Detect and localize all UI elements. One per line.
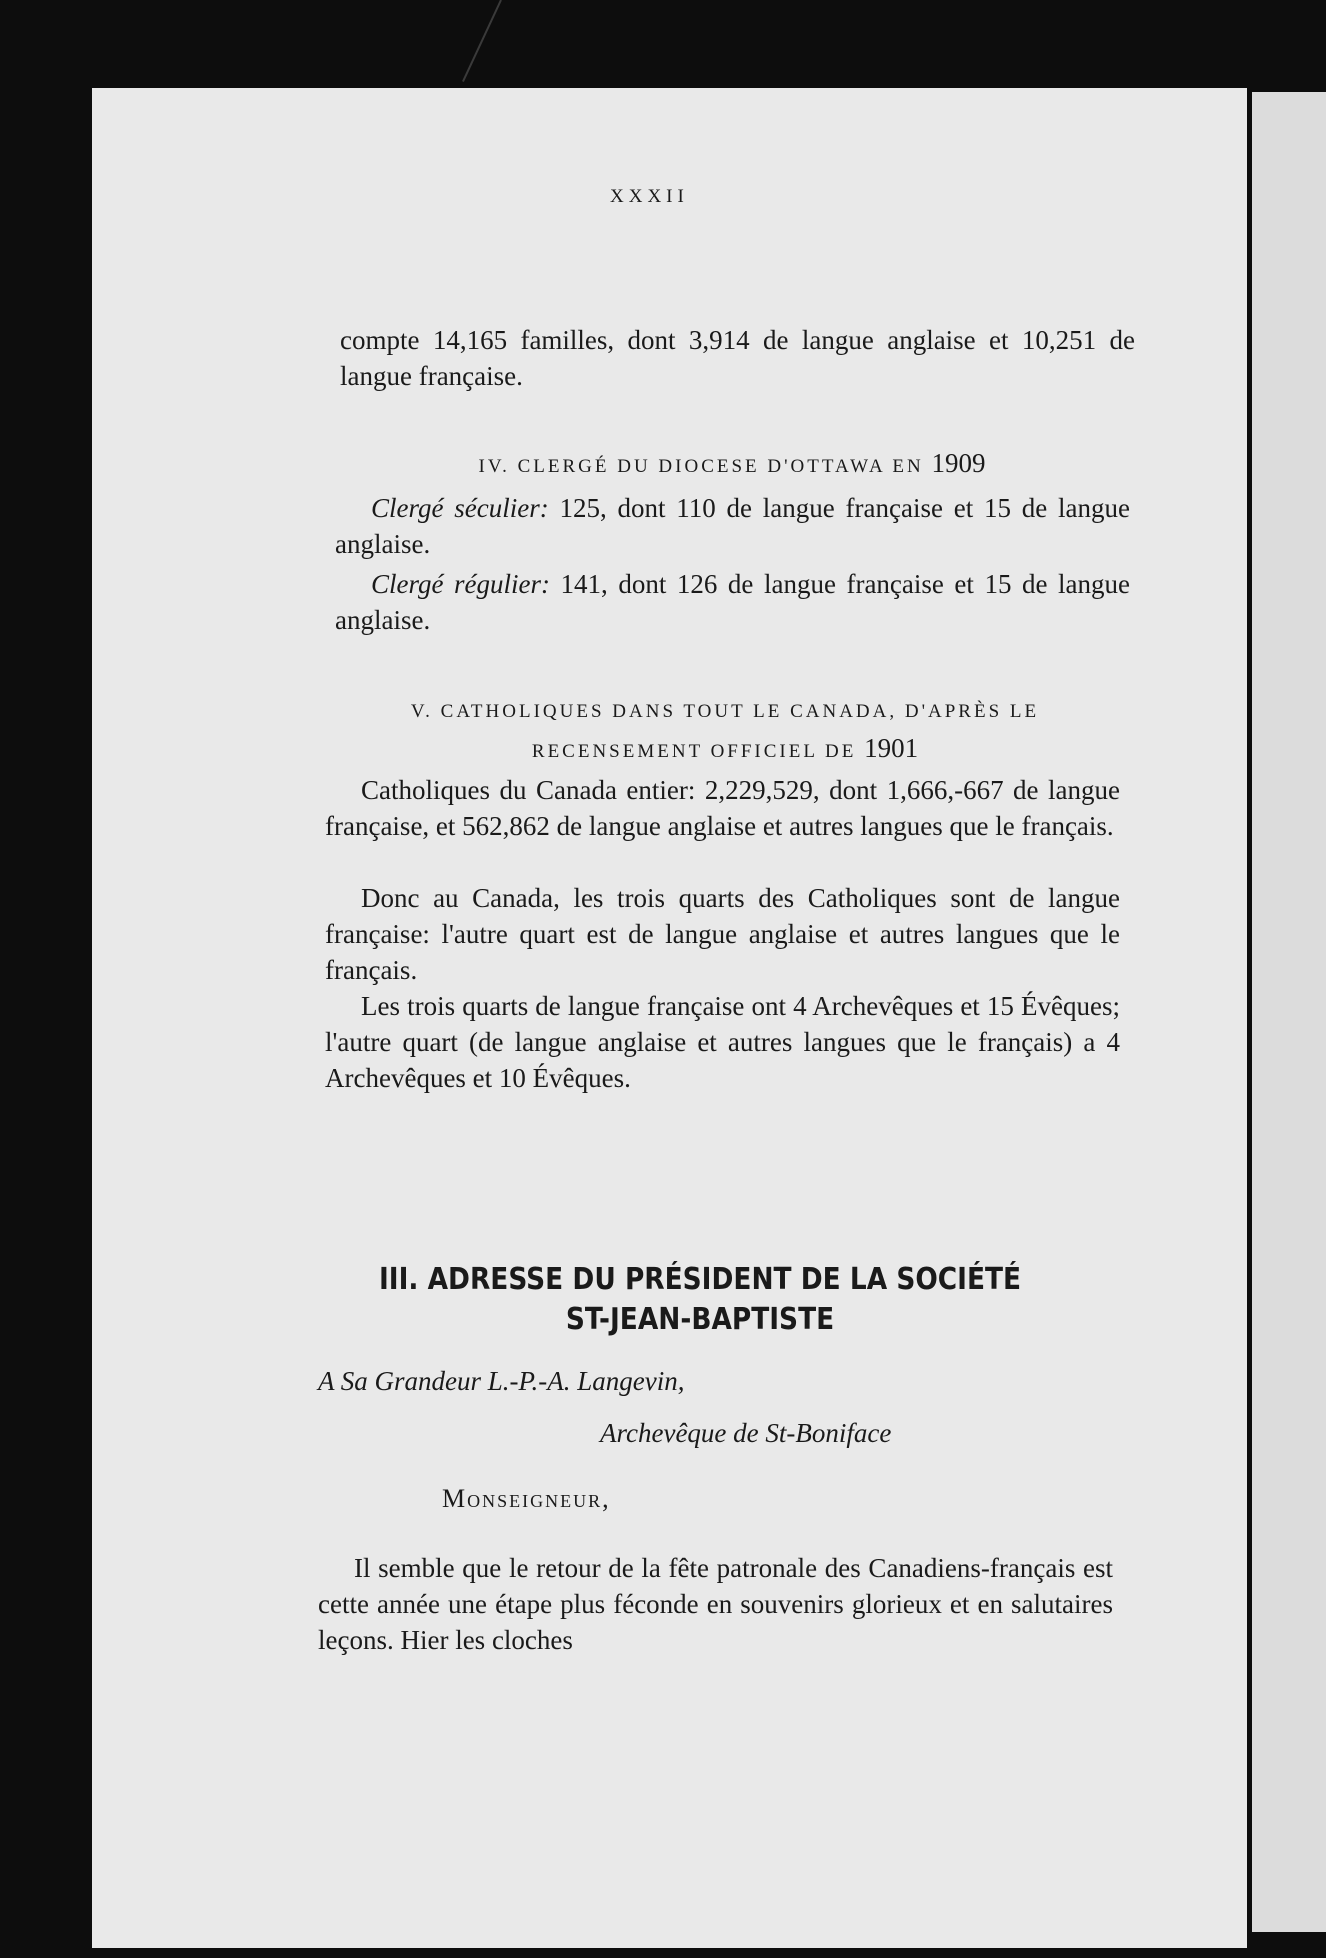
secular-clergy-text: 125, dont 110 de langue française et 15 de langue anglaise. [335,493,1130,559]
addressee-title: Archevêque de St-Boniface [600,1418,892,1448]
regular-clergy-text: 141, dont 126 de langue française et 15 de langue anglaise. [335,569,1130,635]
regular-clergy-paragraph [335,566,1130,638]
section-iv-heading-text: IV. CLERGÉ DU DIOCESE D'OTTAWA EN [478,456,924,477]
address-body-paragraph: Il semble que le retour de la fête patronale des Canadiens-français est cette année une étape plus féconde en souvenirs glorieux et en salutaires leçons. Hier les cloches [318,1553,1113,1655]
intro-paragraph: compte 14,165 familles, dont 3,914 de langue anglaise et 10,251 de langue française. [340,325,1135,391]
adjacent-page [1252,92,1326,1932]
section-iii-title-line2: ST-JEAN-BAPTISTE [565,1302,835,1337]
addressee-name: A Sa Grandeur L.-P.-A. Langevin, [318,1366,685,1396]
section-v-heading [325,694,1125,770]
scan-edge-line [462,0,502,82]
catholics-paragraph-3: Les trois quarts de langue française ont 4 Archevêques et 15 Évêques; l'autre quart (de langue anglaise et autres langues que le français) a 4 Archevêques et 10 Évêques. [325,991,1120,1093]
secular-clergy-label: Clergé séculier: [371,493,549,523]
page-number: XXXII [610,186,689,207]
section-iv-year: 1909 [931,448,986,478]
section-v-heading-line2 [325,730,1125,770]
catholics-paragraph-1: Catholiques du Canada entier: 2,229,529, dont 1,666,-667 de langue française, et 562,862 de langue anglaise et autres langues que le français. [325,775,1120,841]
section-v-heading-line2-text: RECENSEMENT OFFICIEL DE [531,741,857,762]
section-v-heading-line1: V. CATHOLIQUES DANS TOUT LE CANADA, D'APRÈS LE [410,701,1040,722]
salutation: Monseigneur, [442,1484,611,1513]
section-v-year: 1901 [864,733,919,763]
section-iii-title-line1: III. ADRESSE DU PRÉSIDENT DE LA SOCIÉTÉ [378,1262,1022,1297]
section-iii-title [348,1260,1052,1340]
secular-clergy-paragraph [335,490,1130,562]
regular-clergy-label: Clergé régulier: [371,569,551,599]
section-iv-heading [332,448,1132,479]
catholics-paragraph-2: Donc au Canada, les trois quarts des Catholiques sont de langue française: l'autre quart est de langue anglaise et autres langues que le français. [325,883,1120,985]
